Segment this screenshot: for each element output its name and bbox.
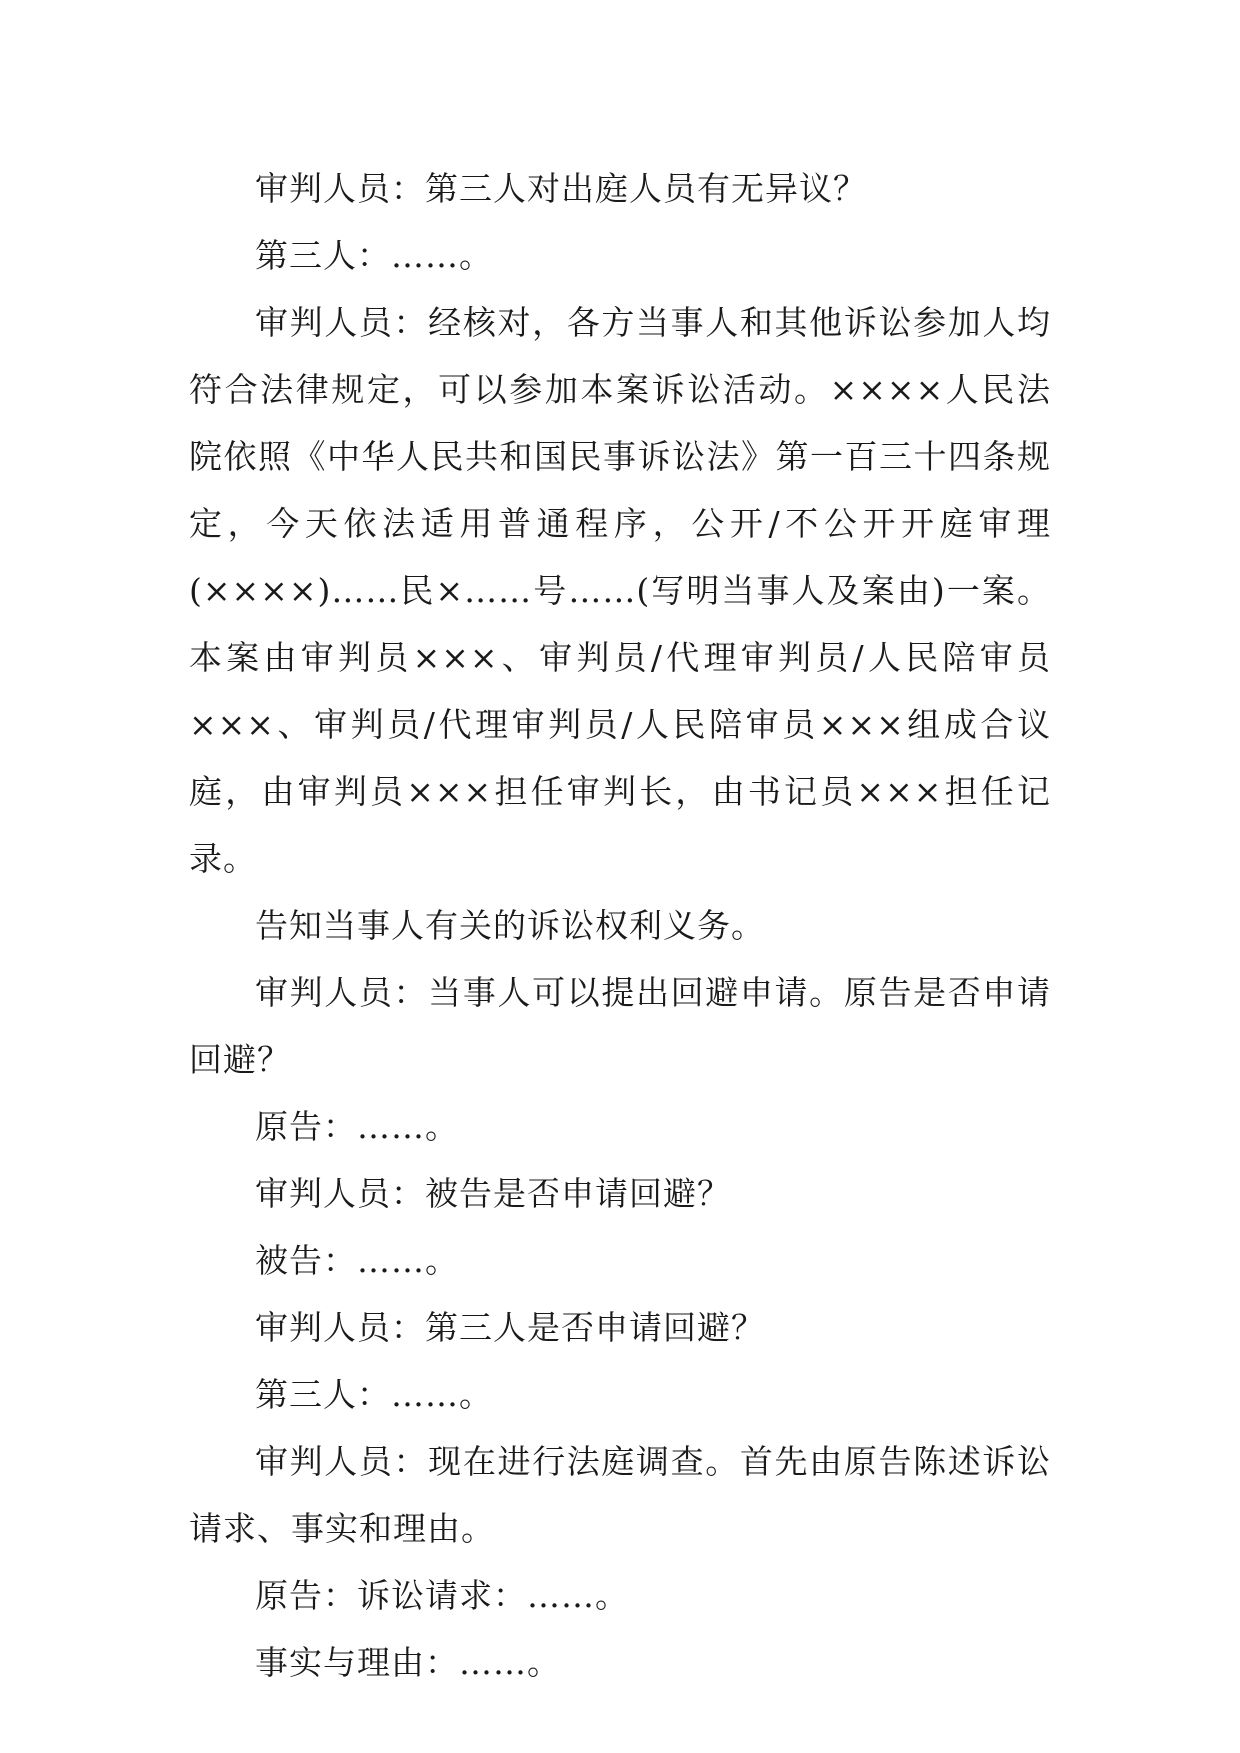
document-body (189, 155, 1051, 1696)
paragraph-1: 审判人员：第三人对出庭人员有无异议？ (255, 169, 867, 208)
paragraph-13: 事实与理由：……。 (255, 1643, 561, 1682)
paragraph-6: 原告：……。 (255, 1107, 459, 1146)
paragraph-11: 审判人员：现在进行法庭调查。首先由原告陈述诉讼请求、事实和理由。 (189, 1442, 1051, 1548)
paragraph-3: 审判人员：经核对，各方当事人和其他诉讼参加人均符合法律规定，可以参加本案诉讼活动。××××人民法院依照《中华人民共和国民事诉讼法》第一百三十四条规定，今天依法适用普通程序，公开/不公开开庭审理(××××)……民×……号……(写明当事人及案由)一案。本案由审判员×××、审判员/代理审判员/人民陪审员×××、审判员/代理审判员/人民陪审员×××组成合议庭，由审判员×××担任审判长，由书记员×××担任记录。 (189, 303, 1051, 878)
paragraph-4: 告知当事人有关的诉讼权利义务。 (255, 906, 765, 945)
paragraph-10: 第三人：……。 (255, 1375, 493, 1414)
paragraph-9: 审判人员：第三人是否申请回避？ (255, 1308, 765, 1347)
paragraph-12: 原告：诉讼请求：……。 (255, 1576, 629, 1615)
paragraph-7: 审判人员：被告是否申请回避？ (255, 1174, 731, 1213)
paragraph-2: 第三人：……。 (255, 236, 493, 275)
paragraph-8: 被告：……。 (255, 1241, 459, 1280)
paragraph-5: 审判人员：当事人可以提出回避申请。原告是否申请回避？ (189, 973, 1051, 1079)
